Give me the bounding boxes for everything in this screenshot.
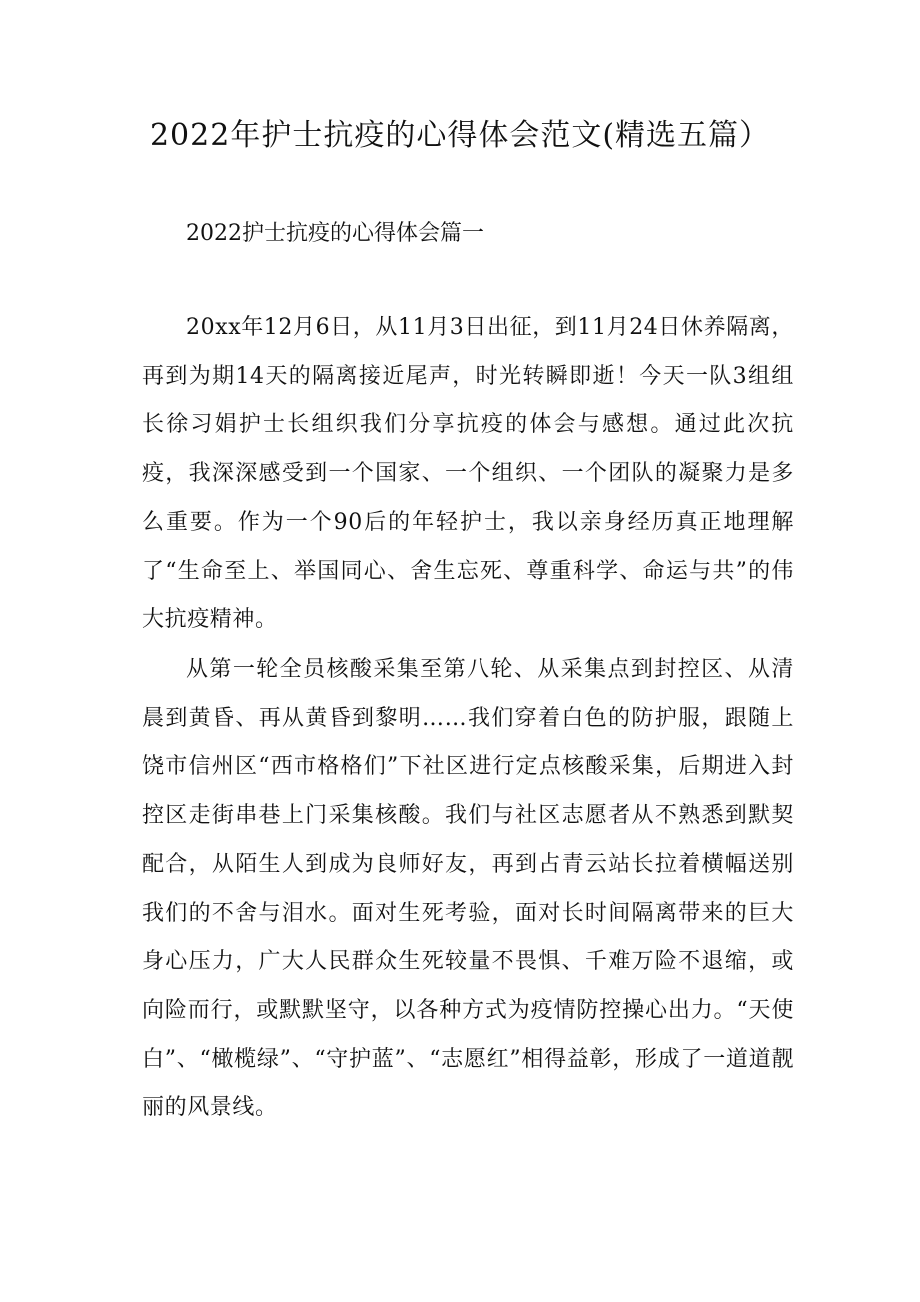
body-paragraph: 20xx年12月6日，从11月3日出征，到11月24日休养隔离，再到为期14天的隔离接近尾声，时光转瞬即逝！今天一队3组组长徐习娟护士长组织我们分享抗疫的体会与感想。通过此次抗疫，我深深感受到一个国家、一个组织、一个团队的凝聚力是多么重要。作为一个90后的年轻护士，我以亲身经历真正地理解了“生命至上、举国同心、舍生忘死、尊重科学、命运与共”的伟大抗疫精神。 — [142, 315, 794, 633]
section-heading: 2022护士抗疫的心得体会篇一 — [186, 221, 484, 246]
body-paragraph: 从第一轮全员核酸采集至第八轮、从采集点到封控区、从清晨到黄昏、再从黄昏到黎明……我们穿着白色的防护服，跟随上饶市信州区“西市格格们”下社区进行定点核酸采集，后期进入封控区走街串巷上门采集核酸。我们与社区志愿者从不熟悉到默契配合，从陌生人到成为良师好友，再到占青云站长拉着横幅送别我们的不舍与泪水。面对生死考验，面对长时间隔离带来的巨大身心压力，广大人民群众生死较量不畏惧、千难万险不退缩，或向险而行，或默默坚守，以各种方式为疫情防控操心出力。“天使白”、“橄榄绿”、“守护蓝”、“志愿红”相得益彰，形成了一道道靓丽的风景线。 — [142, 657, 794, 1121]
document-title: 2022年护士抗疫的心得体会范文(精选五篇） — [149, 118, 771, 153]
